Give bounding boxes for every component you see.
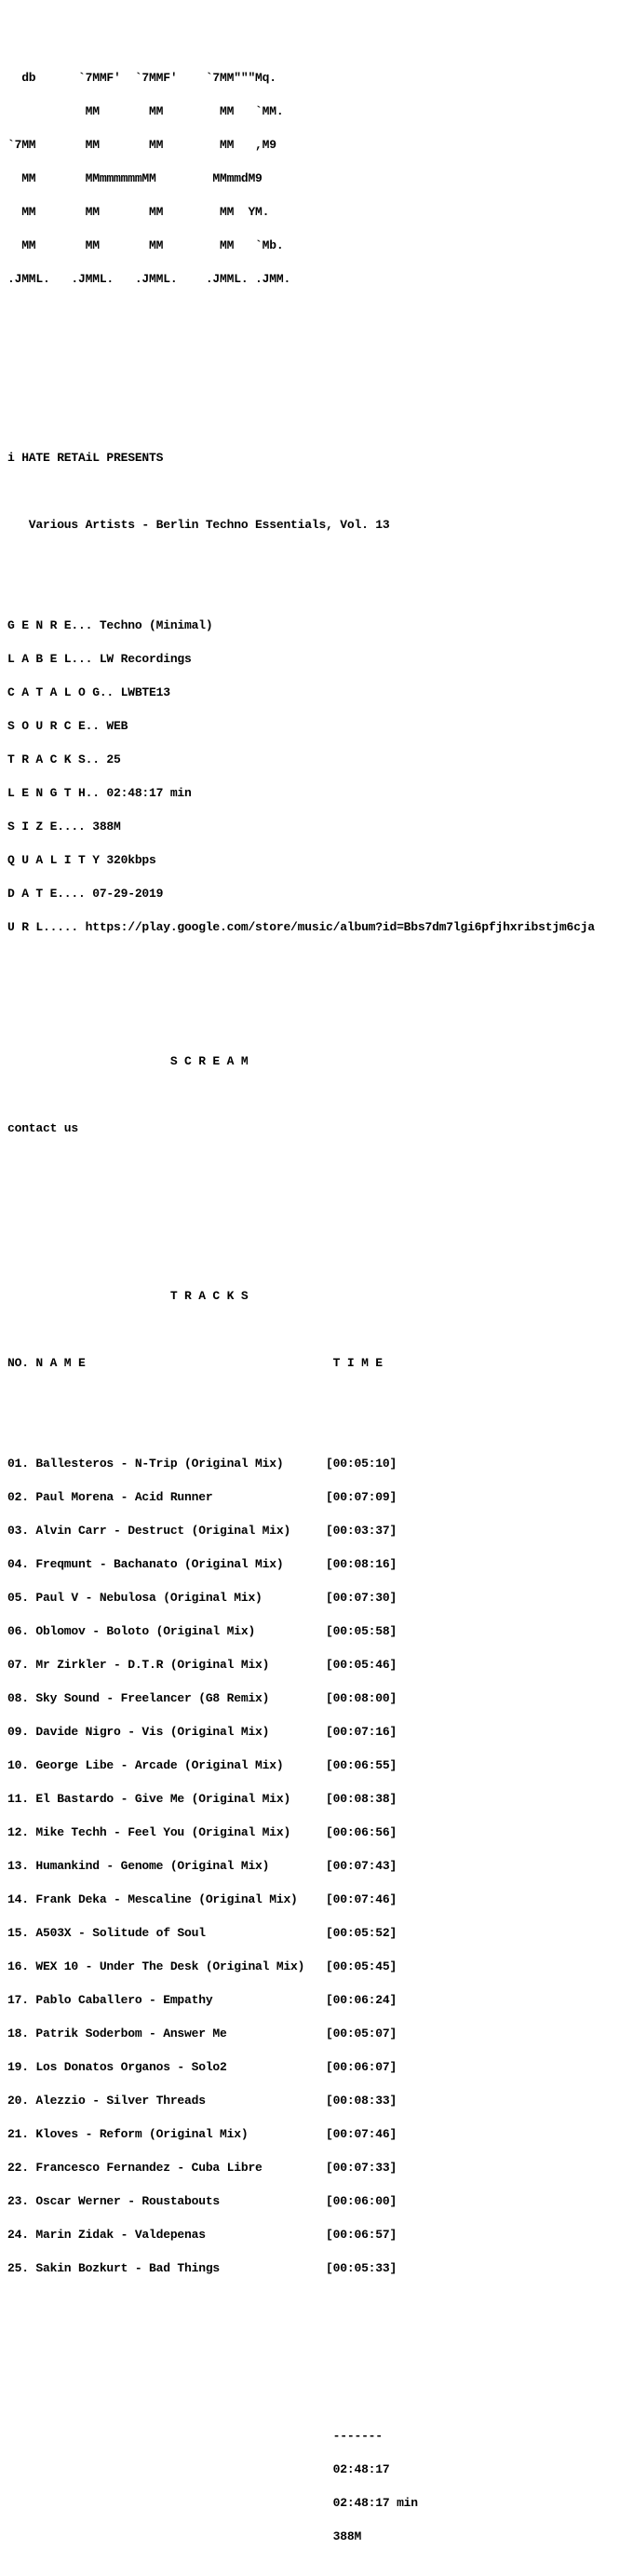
info-catalog: C A T A L O G.. LWBTE13 [7,685,170,699]
contact-text: contact us [7,1121,79,1135]
track-row: 20. Alezzio - Silver Threads [00:08:33] [7,2094,397,2108]
track-row: 24. Marin Zidak - Valdepenas [00:06:57] [7,2228,397,2242]
track-row: 01. Ballesteros - N-Trip (Original Mix) [00:05:10] [7,1457,397,1471]
track-row: 25. Sakin Bozkurt - Bad Things [00:05:33] [7,2261,397,2275]
track-row: 11. El Bastardo - Give Me (Original Mix) [00:08:38] [7,1792,397,1806]
blank-line [7,2330,629,2341]
blank-line [7,374,629,386]
scream-heading: S C R E A M [7,1054,249,1068]
release-info [7,598,629,956]
blank-line [7,1190,629,1201]
track-row: 05. Paul V - Nebulosa (Original Mix) [00:07:30] [7,1591,397,1605]
track-row: 22. Francesco Fernandez - Cuba Libre [00:07:33] [7,2161,397,2175]
info-source: S O U R C E.. WEB [7,719,128,733]
blank-line [7,1224,629,1235]
info-quality: Q U A L I T Y 320kbps [7,853,156,867]
track-row: 03. Alvin Carr - Destruct (Original Mix) [00:03:37] [7,1524,397,1538]
info-date: D A T E.... 07-29-2019 [7,887,164,901]
totals-rule: ------- [7,2429,383,2443]
track-row: 17. Pablo Caballero - Empathy [00:06:24] [7,1993,397,2007]
info-url: U R L..... https://play.google.com/store/music/album?id=Bbs7dm7lgi6pfjhxribstjm6cja [7,920,595,934]
track-row: 06. Oblomov - Boloto (Original Mix) [00:05:58] [7,1624,397,1638]
blank-line [7,989,629,1000]
blank-line [7,1157,629,1168]
blank-line [7,341,629,352]
release-title: Various Artists - Berlin Techno Essentials, Vol. 13 [7,518,390,532]
ascii-logo-line: .JMML. .JMML. .JMML. .JMML. .JMM. [7,272,291,286]
ascii-logo-line: MM MM MM `MM. [7,104,284,118]
track-row: 02. Paul Morena - Acid Runner [00:07:09] [7,1490,397,1504]
track-row: 04. Freqmunt - Bachanato (Original Mix) [00:08:16] [7,1557,397,1571]
ascii-logo-line: MM MM MM MM `Mb. [7,238,284,252]
track-row: 09. Davide Nigro - Vis (Original Mix) [00:07:16] [7,1725,397,1739]
track-row: 12. Mike Techh - Feel You (Original Mix) [00:06:56] [7,1825,397,1839]
blank-line [7,1090,629,1101]
ascii-logo-line: MM MM MM MM YM. [7,205,270,219]
totals [7,2408,629,2565]
info-label: L A B E L... LW Recordings [7,652,192,666]
tracks-heading: T R A C K S [7,1289,249,1303]
nfo-document [7,28,629,2576]
blank-line [7,2364,629,2375]
blank-line [7,408,629,419]
totals-duration: 02:48:17 [7,2462,390,2476]
track-row: 14. Frank Deka - Mescaline (Original Mix) [00:07:46] [7,1892,397,1906]
blank-line [7,486,629,497]
blank-line [7,1257,629,1268]
track-row: 13. Humankind - Genome (Original Mix) [00:07:43] [7,1859,397,1873]
info-tracks: T R A C K S.. 25 [7,752,121,766]
blank-line [7,1023,629,1034]
totals-size: 388M [7,2529,362,2543]
info-genre: G E N R E... Techno (Minimal) [7,618,213,632]
ascii-logo-line: db `7MMF' `7MMF' `7MM"""Mq. [7,71,276,85]
track-row: 08. Sky Sound - Freelancer (G8 Remix) [00:08:00] [7,1691,397,1705]
tracks-header: NO. N A M E T I M E [7,1356,383,1370]
track-row: 19. Los Donatos Organos - Solo2 [00:06:07] [7,2060,397,2074]
track-row: 07. Mr Zirkler - D.T.R (Original Mix) [00:05:46] [7,1658,397,1672]
ascii-logo-line: MM MMmmmmmmMM MMmmdM9 [7,171,263,185]
blank-line [7,1391,629,1403]
track-row: 21. Kloves - Reform (Original Mix) [00:07:46] [7,2127,397,2141]
track-list [7,1436,629,2297]
totals-length: 02:48:17 min [7,2496,418,2510]
presents-line: i HATE RETAiL PRESENTS [7,451,164,465]
track-row: 10. George Libe - Arcade (Original Mix) [00:06:55] [7,1758,397,1772]
blank-line [7,1324,629,1335]
ascii-logo [7,50,629,307]
track-row: 23. Oscar Werner - Roustabouts [00:06:00] [7,2194,397,2208]
ascii-logo-line: `7MM MM MM MM ,M9 [7,138,276,152]
track-row: 16. WEX 10 - Under The Desk (Original Mix) [00:05:45] [7,1959,397,1973]
blank-line [7,553,629,564]
info-length: L E N G T H.. 02:48:17 min [7,786,192,800]
info-size: S I Z E.... 388M [7,820,121,834]
track-row: 18. Patrik Soderbom - Answer Me [00:05:07] [7,2027,397,2040]
track-row: 15. A503X - Solitude of Soul [00:05:52] [7,1926,397,1940]
